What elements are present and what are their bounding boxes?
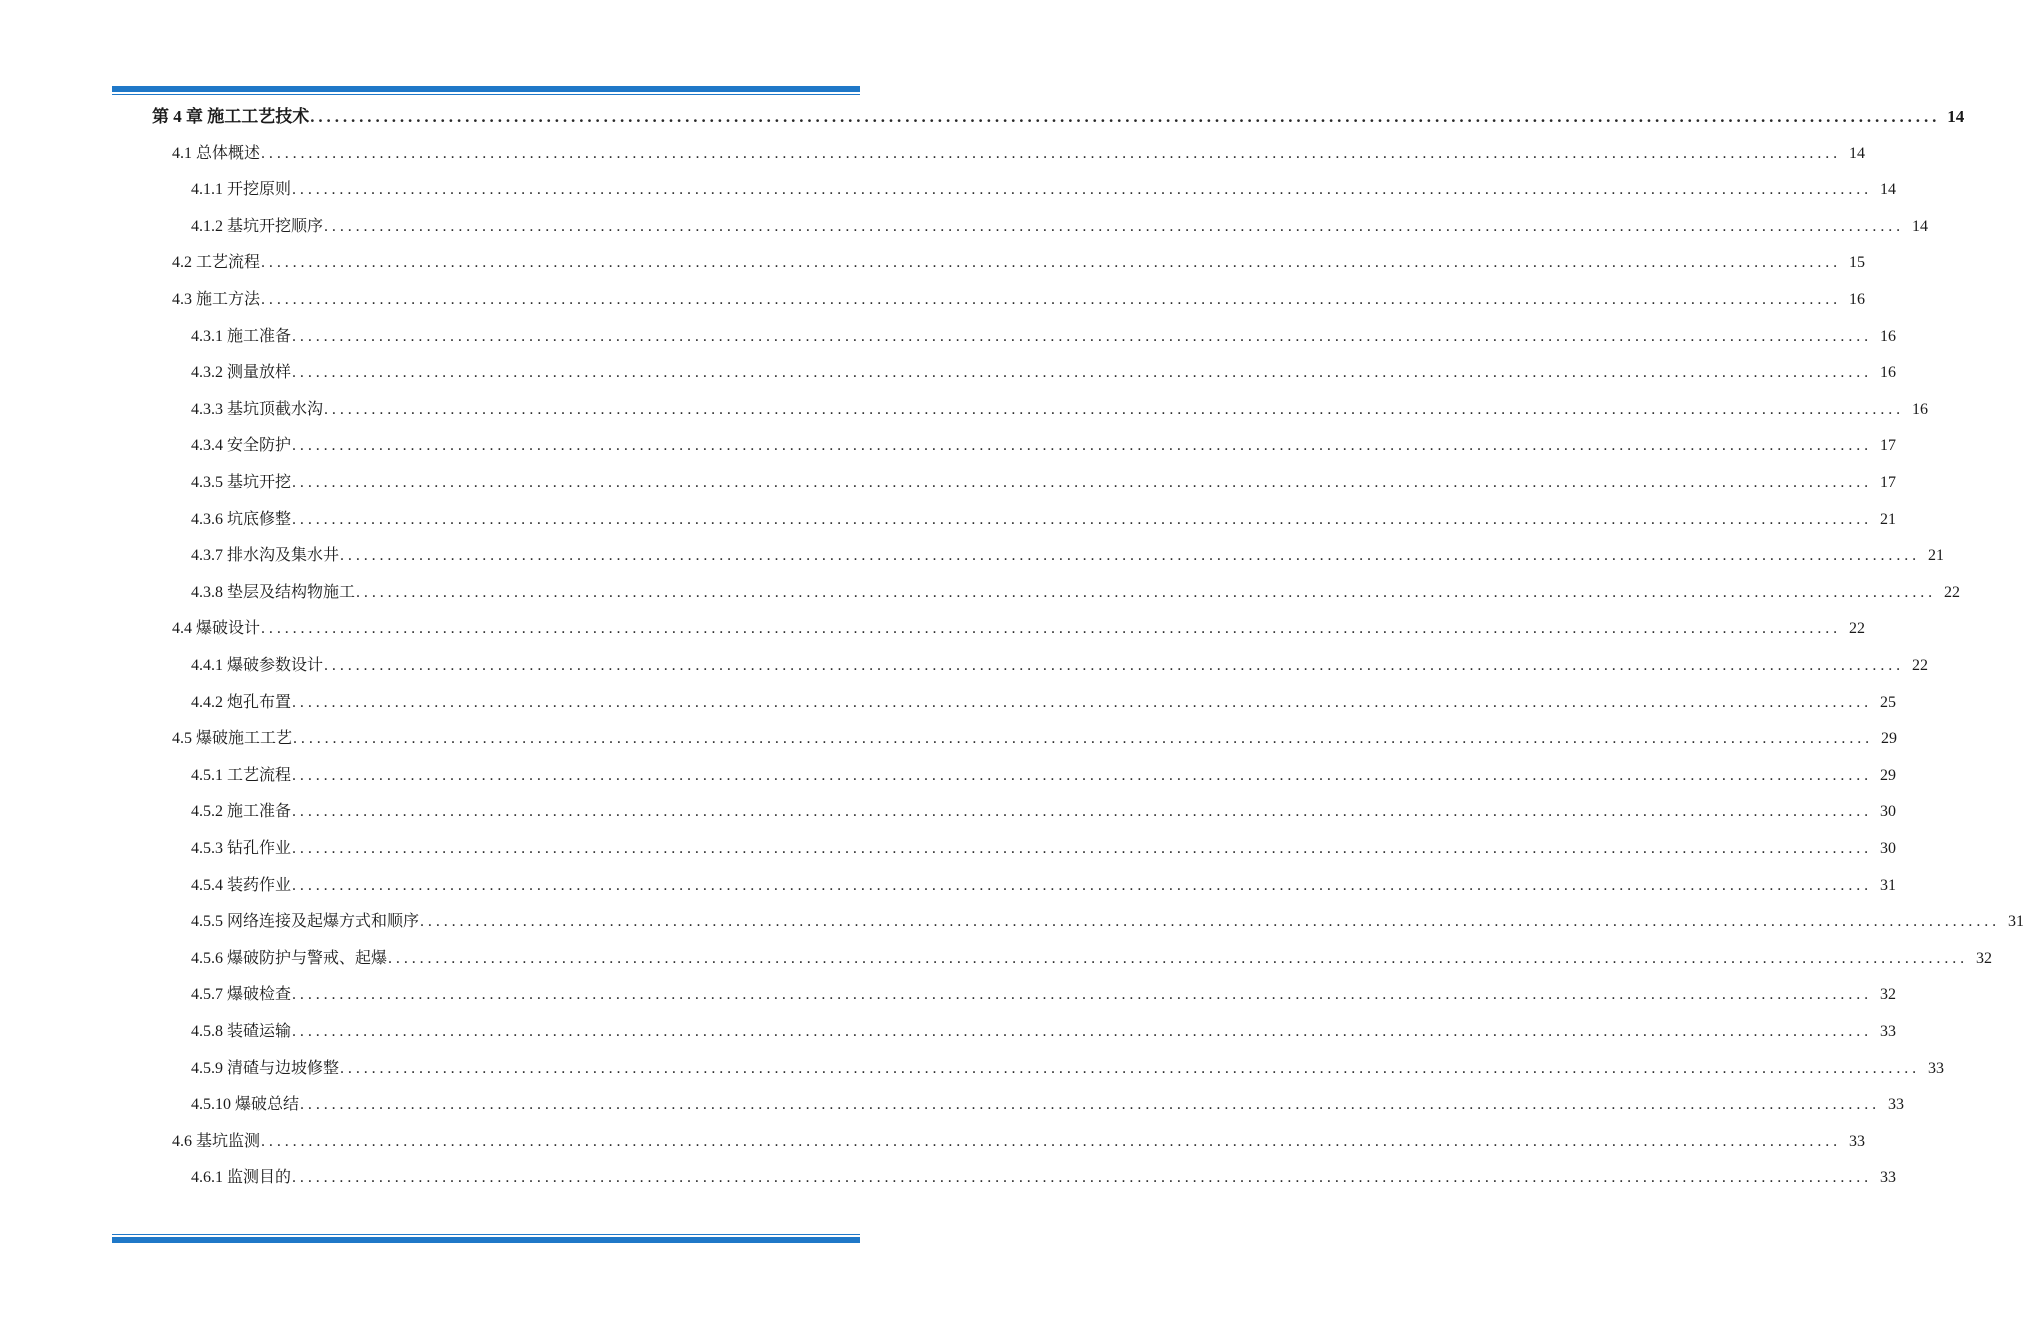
toc-entry-title: 4.5.10 爆破总结 xyxy=(191,1096,300,1114)
toc-entry[interactable] xyxy=(0,1014,1897,1050)
toc-entry-title: 4.4 爆破设计 xyxy=(172,620,261,638)
toc-page-number: 31 xyxy=(1880,876,1897,894)
toc-dot-leader: ........................................................................................................................................................................................................ xyxy=(292,803,1873,821)
toc-entry-title: 4.1.1 开挖原则 xyxy=(191,181,292,199)
toc-entry-title: 第 4 章 施工工艺技术 xyxy=(152,107,310,126)
toc-dot-leader: ........................................................................................................................................................................................................ xyxy=(292,327,1873,345)
header-rule-thin xyxy=(112,94,860,95)
toc-dot-leader: ........................................................................................................................................................................................................ xyxy=(261,1132,1842,1150)
toc-entry[interactable] xyxy=(0,575,1961,611)
toc-page-number: 14 xyxy=(1947,107,1965,126)
toc-entry-title: 4.3.4 安全防护 xyxy=(191,437,292,455)
toc-entry-title: 4.5.2 施工准备 xyxy=(191,803,292,821)
toc-dot-leader: ........................................................................................................................................................................................................ xyxy=(292,181,1873,199)
header-rule xyxy=(112,86,860,95)
toc-entry[interactable] xyxy=(0,1160,1897,1196)
toc-entry[interactable] xyxy=(0,282,1866,318)
toc-dot-leader: ........................................................................................................................................................................................................ xyxy=(261,254,1842,272)
toc-entry-title: 4.1.2 基坑开挖顺序 xyxy=(191,217,324,235)
toc-entry[interactable] xyxy=(0,831,1897,867)
toc-page-number: 16 xyxy=(1880,327,1897,345)
toc-entry-title: 4.5.5 网络连接及起爆方式和顺序 xyxy=(191,913,420,931)
toc-entry[interactable] xyxy=(0,941,1993,977)
toc-entry-title: 4.3.5 基坑开挖 xyxy=(191,474,292,491)
toc-dot-leader: ........................................................................................................................................................................................................ xyxy=(292,1023,1873,1040)
toc-dot-leader: ........................................................................................................................................................................................................ xyxy=(292,510,1873,528)
toc-dot-leader: ........................................................................................................................................................................................................ xyxy=(356,583,1937,601)
toc-dot-leader: ........................................................................................................................................................................................................ xyxy=(292,766,1873,784)
toc-page-number: 33 xyxy=(1888,1096,1905,1114)
toc-dot-leader: ........................................................................................................................................................................................................ xyxy=(324,400,1905,418)
toc-entry[interactable] xyxy=(0,245,1866,281)
toc-dot-leader: ........................................................................................................................................................................................................ xyxy=(292,437,1873,455)
toc-page-number: 22 xyxy=(1912,657,1929,674)
toc-entry-title: 4.5.8 装碴运输 xyxy=(191,1023,292,1040)
toc-entry[interactable] xyxy=(0,611,1866,647)
toc-entry[interactable] xyxy=(0,392,1929,428)
toc-page-number: 29 xyxy=(1881,730,1898,748)
toc-page-number: 22 xyxy=(1849,620,1866,638)
toc-entry-title: 4.5.6 爆破防护与警戒、起爆 xyxy=(191,949,388,967)
toc-entry-title: 4.2 工艺流程 xyxy=(172,254,261,272)
toc-dot-leader: ........................................................................................................................................................................................................ xyxy=(310,107,1941,126)
toc-entry-title: 4.3.1 施工准备 xyxy=(191,327,292,345)
toc-entry-title: 4.3.7 排水沟及集水井 xyxy=(191,547,340,565)
toc-page-number: 25 xyxy=(1880,693,1897,711)
toc-dot-leader: ........................................................................................................................................................................................................ xyxy=(300,1096,1881,1114)
toc-entry-title: 4.3 施工方法 xyxy=(172,291,261,308)
footer-rule-thin xyxy=(112,1234,860,1235)
toc-page-number: 17 xyxy=(1880,474,1897,491)
toc-page-number: 16 xyxy=(1880,364,1897,382)
toc-entry[interactable] xyxy=(0,136,1866,172)
toc-entry[interactable] xyxy=(0,172,1897,208)
toc-page-number: 33 xyxy=(1928,1059,1945,1077)
toc-dot-leader: ........................................................................................................................................................................................................ xyxy=(324,217,1905,235)
toc-page-number: 21 xyxy=(1880,510,1897,528)
toc-page-number: 32 xyxy=(1976,949,1993,967)
toc-dot-leader: ........................................................................................................................................................................................................ xyxy=(340,547,1921,565)
toc-page-number: 17 xyxy=(1880,437,1897,455)
toc-dot-leader: ........................................................................................................................................................................................................ xyxy=(292,693,1873,711)
toc-page-number: 32 xyxy=(1880,986,1897,1004)
toc-dot-leader: ........................................................................................................................................................................................................ xyxy=(292,986,1873,1004)
toc-dot-leader: ........................................................................................................................................................................................................ xyxy=(340,1059,1921,1077)
toc-page-number: 33 xyxy=(1880,1169,1897,1187)
toc-entry[interactable] xyxy=(0,502,1897,538)
header-rule-thick xyxy=(112,86,860,92)
toc-entry-title: 4.3.3 基坑顶截水沟 xyxy=(191,400,324,418)
toc-entry[interactable] xyxy=(0,209,1929,245)
toc-entry[interactable] xyxy=(0,758,1897,794)
toc-entry[interactable] xyxy=(0,428,1897,464)
toc-entry-title: 4.1 总体概述 xyxy=(172,144,261,162)
toc-page-number: 14 xyxy=(1912,217,1929,235)
toc-entry[interactable] xyxy=(0,538,1945,574)
toc-entry[interactable] xyxy=(0,1051,1945,1087)
toc-entry[interactable] xyxy=(0,319,1897,355)
toc-page-number: 14 xyxy=(1849,144,1866,162)
toc-dot-leader: ........................................................................................................................................................................................................ xyxy=(292,474,1873,491)
toc-dot-leader: ........................................................................................................................................................................................................ xyxy=(420,913,2001,931)
toc-page-number: 29 xyxy=(1880,766,1897,784)
toc-page-number: 22 xyxy=(1944,583,1961,601)
toc-page-number: 31 xyxy=(2008,913,2024,931)
toc-entry-title: 4.4.1 爆破参数设计 xyxy=(191,657,324,674)
toc-entry-title: 4.3.6 坑底修整 xyxy=(191,510,292,528)
toc-page-number: 16 xyxy=(1912,400,1929,418)
toc-entry-title: 4.5.7 爆破检查 xyxy=(191,986,292,1004)
toc-entry-title: 4.4.2 炮孔布置 xyxy=(191,693,292,711)
toc-entry[interactable] xyxy=(0,721,1898,757)
toc-entry-title: 4.5 爆破施工工艺 xyxy=(172,730,293,748)
toc-dot-leader: ........................................................................................................................................................................................................ xyxy=(388,949,1969,967)
toc-entry[interactable] xyxy=(0,648,1929,684)
toc-page-number: 33 xyxy=(1849,1132,1866,1150)
toc-dot-leader: ........................................................................................................................................................................................................ xyxy=(261,144,1842,162)
toc-dot-leader: ........................................................................................................................................................................................................ xyxy=(293,730,1874,748)
toc-dot-leader: ........................................................................................................................................................................................................ xyxy=(292,1169,1873,1187)
toc-entry[interactable] xyxy=(0,868,1897,904)
toc-page-number: 33 xyxy=(1880,1023,1897,1040)
footer-rule-thick xyxy=(112,1237,860,1243)
toc-page-number: 30 xyxy=(1880,803,1897,821)
toc-page-number: 15 xyxy=(1849,254,1866,272)
toc-entry-title: 4.3.2 测量放样 xyxy=(191,364,292,382)
footer-rule xyxy=(112,1234,860,1243)
toc-entry[interactable] xyxy=(0,794,1897,830)
toc-dot-leader: ........................................................................................................................................................................................................ xyxy=(261,620,1842,638)
toc-entry[interactable] xyxy=(0,685,1897,721)
toc-entry[interactable] xyxy=(0,977,1897,1013)
toc-page-number: 16 xyxy=(1849,291,1866,308)
toc-page-number: 21 xyxy=(1928,547,1945,565)
toc-entry-title: 4.3.8 垫层及结构物施工 xyxy=(191,583,356,601)
toc-entry-title: 4.5.9 清碴与边坡修整 xyxy=(191,1059,340,1077)
toc-entry[interactable] xyxy=(0,904,2024,940)
toc-entry-title: 4.5.1 工艺流程 xyxy=(191,766,292,784)
toc-dot-leader: ........................................................................................................................................................................................................ xyxy=(292,840,1873,857)
toc-dot-leader: ........................................................................................................................................................................................................ xyxy=(261,291,1842,308)
toc-entry[interactable] xyxy=(0,465,1897,501)
toc-entry-title: 4.5.3 钻孔作业 xyxy=(191,840,292,857)
toc-entry-title: 4.6 基坑监测 xyxy=(172,1132,261,1150)
toc-dot-leader: ........................................................................................................................................................................................................ xyxy=(324,657,1905,674)
toc-dot-leader: ........................................................................................................................................................................................................ xyxy=(292,364,1873,382)
toc-page-number: 14 xyxy=(1880,181,1897,199)
toc-entry-title: 4.6.1 监测目的 xyxy=(191,1169,292,1187)
toc-entry[interactable] xyxy=(0,99,1965,135)
toc-entry[interactable] xyxy=(0,1087,1905,1123)
toc-entry[interactable] xyxy=(0,1124,1866,1160)
toc-page-number: 30 xyxy=(1880,840,1897,857)
toc-dot-leader: ........................................................................................................................................................................................................ xyxy=(292,876,1873,894)
toc-entry-title: 4.5.4 装药作业 xyxy=(191,876,292,894)
toc-entry[interactable] xyxy=(0,355,1897,391)
